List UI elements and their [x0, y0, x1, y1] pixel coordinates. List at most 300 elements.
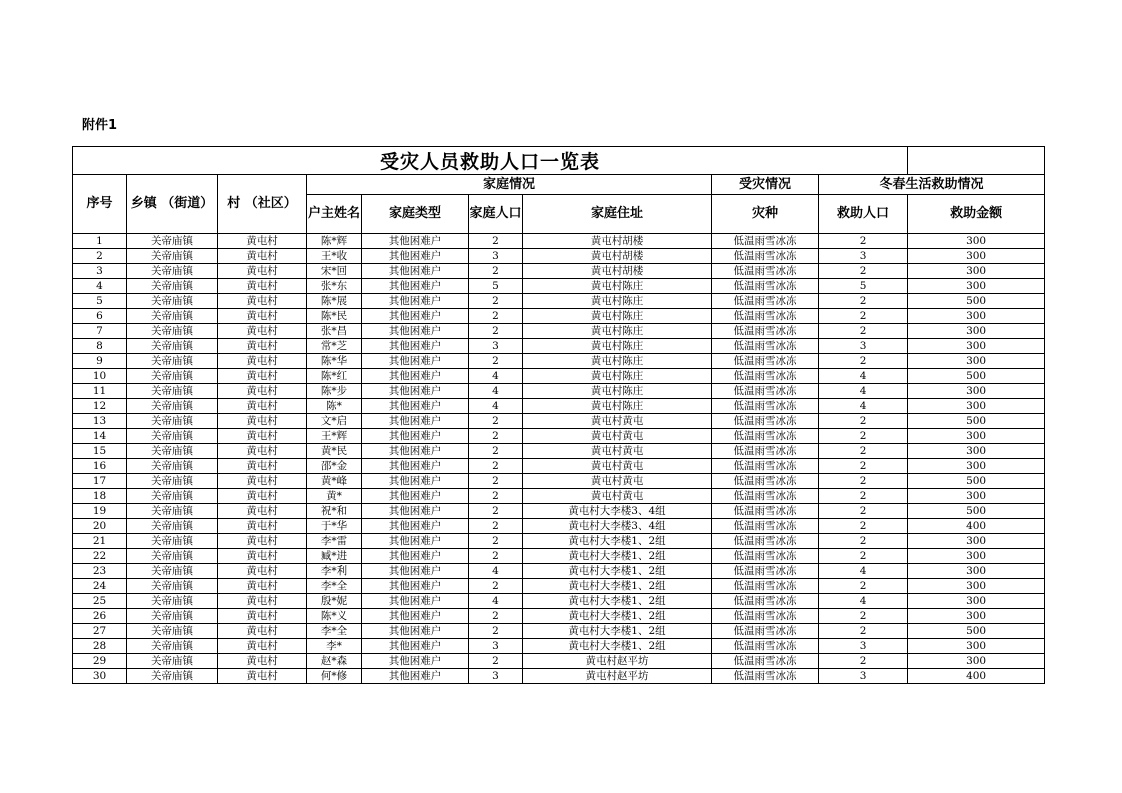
cell-relief-amount: 300 — [908, 354, 1045, 369]
cell-family-size: 2 — [469, 444, 523, 459]
cell-family-type: 其他困难户 — [362, 534, 469, 549]
cell-village: 黄屯村 — [218, 669, 307, 684]
table-row — [73, 234, 1045, 249]
cell-disaster-type: 低温雨雪冰冻 — [712, 534, 819, 549]
cell-disaster-type: 低温雨雪冰冻 — [712, 249, 819, 264]
cell-town: 关帝庙镇 — [127, 414, 218, 429]
cell-seq: 11 — [73, 384, 127, 399]
table-row — [73, 459, 1045, 474]
cell-seq: 27 — [73, 624, 127, 639]
cell-village: 黄屯村 — [218, 564, 307, 579]
cell-address: 黄屯村胡楼 — [523, 264, 712, 279]
cell-family-size: 2 — [469, 294, 523, 309]
table-row — [73, 249, 1045, 264]
cell-family-type: 其他困难户 — [362, 429, 469, 444]
cell-family-size: 2 — [469, 504, 523, 519]
cell-head-name: 陈*红 — [307, 369, 362, 384]
cell-head-name: 陈*辉 — [307, 234, 362, 249]
cell-family-type: 其他困难户 — [362, 639, 469, 654]
cell-family-size: 2 — [469, 414, 523, 429]
cell-head-name: 臧*进 — [307, 549, 362, 564]
cell-family-type: 其他困难户 — [362, 399, 469, 414]
table-row — [73, 384, 1045, 399]
cell-head-name: 陈*展 — [307, 294, 362, 309]
cell-village: 黄屯村 — [218, 624, 307, 639]
cell-seq: 22 — [73, 549, 127, 564]
table-row — [73, 594, 1045, 609]
cell-relief-amount: 500 — [908, 504, 1045, 519]
cell-relief-amount: 400 — [908, 669, 1045, 684]
cell-relief-amount: 300 — [908, 279, 1045, 294]
cell-family-size: 2 — [469, 234, 523, 249]
cell-disaster-type: 低温雨雪冰冻 — [712, 324, 819, 339]
cell-town: 关帝庙镇 — [127, 504, 218, 519]
cell-town: 关帝庙镇 — [127, 249, 218, 264]
table-body — [73, 234, 1045, 684]
cell-address: 黄屯村赵平坊 — [523, 654, 712, 669]
cell-village: 黄屯村 — [218, 579, 307, 594]
cell-family-type: 其他困难户 — [362, 549, 469, 564]
cell-family-type: 其他困难户 — [362, 264, 469, 279]
cell-relief-people: 2 — [819, 654, 908, 669]
cell-relief-amount: 400 — [908, 519, 1045, 534]
cell-address: 黄屯村陈庄 — [523, 369, 712, 384]
cell-head-name: 李*全 — [307, 624, 362, 639]
header-relief-people: 救助人口 — [819, 195, 908, 234]
cell-relief-people: 3 — [819, 639, 908, 654]
cell-disaster-type: 低温雨雪冰冻 — [712, 414, 819, 429]
cell-seq: 10 — [73, 369, 127, 384]
cell-family-size: 2 — [469, 579, 523, 594]
cell-village: 黄屯村 — [218, 639, 307, 654]
cell-relief-people: 2 — [819, 309, 908, 324]
cell-family-type: 其他困难户 — [362, 459, 469, 474]
cell-seq: 28 — [73, 639, 127, 654]
cell-head-name: 陈*义 — [307, 609, 362, 624]
cell-head-name: 张*昌 — [307, 324, 362, 339]
header-head-name: 户主姓名 — [307, 195, 362, 234]
cell-family-size: 4 — [469, 594, 523, 609]
cell-address: 黄屯村大李楼1、2组 — [523, 609, 712, 624]
cell-disaster-type: 低温雨雪冰冻 — [712, 294, 819, 309]
cell-family-type: 其他困难户 — [362, 669, 469, 684]
cell-head-name: 陈*民 — [307, 309, 362, 324]
cell-address: 黄屯村黄屯 — [523, 474, 712, 489]
cell-relief-people: 2 — [819, 579, 908, 594]
cell-family-size: 2 — [469, 624, 523, 639]
cell-address: 黄屯村陈庄 — [523, 384, 712, 399]
cell-relief-amount: 300 — [908, 459, 1045, 474]
cell-relief-people: 4 — [819, 369, 908, 384]
cell-village: 黄屯村 — [218, 234, 307, 249]
cell-town: 关帝庙镇 — [127, 654, 218, 669]
cell-town: 关帝庙镇 — [127, 339, 218, 354]
cell-relief-amount: 300 — [908, 564, 1045, 579]
table-row — [73, 474, 1045, 489]
cell-family-size: 2 — [469, 459, 523, 474]
cell-address: 黄屯村陈庄 — [523, 339, 712, 354]
cell-head-name: 邵*金 — [307, 459, 362, 474]
cell-address: 黄屯村黄屯 — [523, 459, 712, 474]
cell-relief-people: 2 — [819, 459, 908, 474]
cell-address: 黄屯村大李楼1、2组 — [523, 534, 712, 549]
cell-family-size: 5 — [469, 279, 523, 294]
cell-seq: 16 — [73, 459, 127, 474]
cell-relief-amount: 300 — [908, 654, 1045, 669]
cell-seq: 20 — [73, 519, 127, 534]
table-title: 受灾人员救助人口一览表 — [380, 151, 601, 173]
cell-family-size: 4 — [469, 564, 523, 579]
cell-seq: 9 — [73, 354, 127, 369]
cell-village: 黄屯村 — [218, 519, 307, 534]
cell-address: 黄屯村陈庄 — [523, 309, 712, 324]
cell-disaster-type: 低温雨雪冰冻 — [712, 519, 819, 534]
cell-head-name: 赵*森 — [307, 654, 362, 669]
cell-disaster-type: 低温雨雪冰冻 — [712, 429, 819, 444]
cell-family-type: 其他困难户 — [362, 489, 469, 504]
cell-seq: 18 — [73, 489, 127, 504]
cell-relief-people: 2 — [819, 489, 908, 504]
cell-relief-people: 2 — [819, 429, 908, 444]
relief-table — [72, 146, 1045, 684]
table-row — [73, 579, 1045, 594]
cell-disaster-type: 低温雨雪冰冻 — [712, 639, 819, 654]
cell-head-name: 祝*和 — [307, 504, 362, 519]
cell-relief-people: 2 — [819, 504, 908, 519]
cell-relief-amount: 300 — [908, 609, 1045, 624]
cell-head-name: 王*辉 — [307, 429, 362, 444]
cell-disaster-type: 低温雨雪冰冻 — [712, 339, 819, 354]
header-family-type: 家庭类型 — [362, 195, 469, 234]
cell-village: 黄屯村 — [218, 444, 307, 459]
cell-address: 黄屯村大李楼1、2组 — [523, 639, 712, 654]
cell-family-size: 3 — [469, 669, 523, 684]
cell-head-name: 何*修 — [307, 669, 362, 684]
cell-village: 黄屯村 — [218, 369, 307, 384]
cell-town: 关帝庙镇 — [127, 489, 218, 504]
cell-seq: 7 — [73, 324, 127, 339]
cell-address: 黄屯村大李楼3、4组 — [523, 519, 712, 534]
table-row — [73, 639, 1045, 654]
cell-town: 关帝庙镇 — [127, 279, 218, 294]
cell-family-type: 其他困难户 — [362, 624, 469, 639]
cell-relief-amount: 300 — [908, 339, 1045, 354]
header-disaster-group: 受灾情况 — [712, 175, 819, 195]
header-village: 村 （社区） — [218, 175, 307, 234]
cell-disaster-type: 低温雨雪冰冻 — [712, 399, 819, 414]
table-row — [73, 444, 1045, 459]
table-row — [73, 279, 1045, 294]
cell-address: 黄屯村黄屯 — [523, 414, 712, 429]
cell-relief-people: 2 — [819, 444, 908, 459]
cell-head-name: 殷*妮 — [307, 594, 362, 609]
cell-head-name: 黄*民 — [307, 444, 362, 459]
cell-relief-amount: 500 — [908, 369, 1045, 384]
cell-relief-people: 2 — [819, 324, 908, 339]
table-row — [73, 564, 1045, 579]
cell-village: 黄屯村 — [218, 279, 307, 294]
cell-town: 关帝庙镇 — [127, 294, 218, 309]
cell-relief-people: 2 — [819, 414, 908, 429]
cell-disaster-type: 低温雨雪冰冻 — [712, 444, 819, 459]
cell-head-name: 陈* — [307, 399, 362, 414]
cell-relief-people: 4 — [819, 399, 908, 414]
cell-relief-amount: 300 — [908, 264, 1045, 279]
cell-village: 黄屯村 — [218, 264, 307, 279]
cell-family-type: 其他困难户 — [362, 474, 469, 489]
cell-town: 关帝庙镇 — [127, 624, 218, 639]
cell-seq: 25 — [73, 594, 127, 609]
cell-village: 黄屯村 — [218, 654, 307, 669]
cell-town: 关帝庙镇 — [127, 384, 218, 399]
header-relief-group: 冬春生活救助情况 — [819, 175, 1045, 195]
header-town: 乡镇 （街道） — [127, 175, 218, 234]
cell-family-size: 2 — [469, 609, 523, 624]
cell-village: 黄屯村 — [218, 384, 307, 399]
cell-head-name: 陈*步 — [307, 384, 362, 399]
table-row — [73, 489, 1045, 504]
cell-family-type: 其他困难户 — [362, 594, 469, 609]
cell-address: 黄屯村大李楼1、2组 — [523, 549, 712, 564]
cell-relief-people: 4 — [819, 564, 908, 579]
cell-family-type: 其他困难户 — [362, 414, 469, 429]
table-row — [73, 354, 1045, 369]
cell-village: 黄屯村 — [218, 534, 307, 549]
cell-relief-amount: 300 — [908, 489, 1045, 504]
cell-seq: 17 — [73, 474, 127, 489]
cell-seq: 6 — [73, 309, 127, 324]
cell-village: 黄屯村 — [218, 324, 307, 339]
cell-family-size: 4 — [469, 399, 523, 414]
cell-seq: 5 — [73, 294, 127, 309]
cell-relief-people: 4 — [819, 384, 908, 399]
cell-seq: 2 — [73, 249, 127, 264]
table-title-cell — [73, 147, 908, 175]
cell-disaster-type: 低温雨雪冰冻 — [712, 654, 819, 669]
cell-relief-amount: 300 — [908, 234, 1045, 249]
table-row — [73, 429, 1045, 444]
cell-village: 黄屯村 — [218, 504, 307, 519]
cell-family-type: 其他困难户 — [362, 354, 469, 369]
cell-family-size: 3 — [469, 339, 523, 354]
cell-village: 黄屯村 — [218, 594, 307, 609]
cell-village: 黄屯村 — [218, 474, 307, 489]
cell-village: 黄屯村 — [218, 294, 307, 309]
table-row — [73, 504, 1045, 519]
cell-family-size: 2 — [469, 354, 523, 369]
cell-seq: 14 — [73, 429, 127, 444]
cell-address: 黄屯村陈庄 — [523, 279, 712, 294]
cell-address: 黄屯村陈庄 — [523, 324, 712, 339]
cell-relief-amount: 300 — [908, 429, 1045, 444]
cell-disaster-type: 低温雨雪冰冻 — [712, 309, 819, 324]
cell-address: 黄屯村胡楼 — [523, 249, 712, 264]
cell-family-type: 其他困难户 — [362, 249, 469, 264]
cell-relief-people: 3 — [819, 249, 908, 264]
cell-relief-amount: 300 — [908, 399, 1045, 414]
cell-seq: 12 — [73, 399, 127, 414]
cell-head-name: 黄* — [307, 489, 362, 504]
cell-family-size: 3 — [469, 639, 523, 654]
cell-town: 关帝庙镇 — [127, 609, 218, 624]
table-row — [73, 654, 1045, 669]
cell-head-name: 宋*回 — [307, 264, 362, 279]
cell-seq: 3 — [73, 264, 127, 279]
cell-relief-people: 2 — [819, 294, 908, 309]
cell-disaster-type: 低温雨雪冰冻 — [712, 549, 819, 564]
cell-family-size: 2 — [469, 489, 523, 504]
cell-seq: 15 — [73, 444, 127, 459]
table-row — [73, 309, 1045, 324]
cell-family-type: 其他困难户 — [362, 369, 469, 384]
cell-family-size: 2 — [469, 519, 523, 534]
cell-town: 关帝庙镇 — [127, 444, 218, 459]
cell-family-type: 其他困难户 — [362, 579, 469, 594]
cell-head-name: 李*雷 — [307, 534, 362, 549]
cell-town: 关帝庙镇 — [127, 594, 218, 609]
cell-address: 黄屯村陈庄 — [523, 294, 712, 309]
cell-address: 黄屯村黄屯 — [523, 489, 712, 504]
cell-family-size: 2 — [469, 324, 523, 339]
cell-family-type: 其他困难户 — [362, 654, 469, 669]
cell-address: 黄屯村胡楼 — [523, 234, 712, 249]
cell-family-size: 4 — [469, 369, 523, 384]
cell-relief-people: 3 — [819, 339, 908, 354]
cell-relief-people: 5 — [819, 279, 908, 294]
table-row — [73, 324, 1045, 339]
table-row — [73, 369, 1045, 384]
cell-town: 关帝庙镇 — [127, 264, 218, 279]
attachment-label: 附件1 — [82, 118, 118, 133]
cell-village: 黄屯村 — [218, 309, 307, 324]
cell-seq: 21 — [73, 534, 127, 549]
cell-family-type: 其他困难户 — [362, 564, 469, 579]
cell-seq: 24 — [73, 579, 127, 594]
cell-disaster-type: 低温雨雪冰冻 — [712, 609, 819, 624]
cell-relief-amount: 300 — [908, 579, 1045, 594]
cell-address: 黄屯村大李楼1、2组 — [523, 624, 712, 639]
cell-family-type: 其他困难户 — [362, 609, 469, 624]
cell-disaster-type: 低温雨雪冰冻 — [712, 624, 819, 639]
cell-head-name: 文*启 — [307, 414, 362, 429]
cell-relief-people: 2 — [819, 534, 908, 549]
cell-disaster-type: 低温雨雪冰冻 — [712, 474, 819, 489]
cell-address: 黄屯村赵平坊 — [523, 669, 712, 684]
cell-village: 黄屯村 — [218, 489, 307, 504]
cell-family-size: 2 — [469, 264, 523, 279]
cell-seq: 19 — [73, 504, 127, 519]
cell-disaster-type: 低温雨雪冰冻 — [712, 594, 819, 609]
table-row — [73, 624, 1045, 639]
cell-head-name: 王*收 — [307, 249, 362, 264]
table-row — [73, 339, 1045, 354]
cell-head-name: 张*东 — [307, 279, 362, 294]
cell-relief-people: 2 — [819, 519, 908, 534]
header-disaster-type: 灾种 — [712, 195, 819, 234]
cell-disaster-type: 低温雨雪冰冻 — [712, 564, 819, 579]
cell-family-size: 2 — [469, 534, 523, 549]
cell-disaster-type: 低温雨雪冰冻 — [712, 369, 819, 384]
cell-relief-amount: 300 — [908, 639, 1045, 654]
cell-town: 关帝庙镇 — [127, 459, 218, 474]
cell-town: 关帝庙镇 — [127, 564, 218, 579]
cell-village: 黄屯村 — [218, 429, 307, 444]
cell-family-type: 其他困难户 — [362, 324, 469, 339]
cell-town: 关帝庙镇 — [127, 399, 218, 414]
table-row — [73, 549, 1045, 564]
cell-address: 黄屯村黄屯 — [523, 429, 712, 444]
cell-village: 黄屯村 — [218, 609, 307, 624]
table-row — [73, 399, 1045, 414]
cell-relief-people: 4 — [819, 594, 908, 609]
cell-relief-people: 2 — [819, 549, 908, 564]
cell-town: 关帝庙镇 — [127, 429, 218, 444]
cell-town: 关帝庙镇 — [127, 639, 218, 654]
cell-address: 黄屯村大李楼1、2组 — [523, 564, 712, 579]
table-row — [73, 264, 1045, 279]
cell-town: 关帝庙镇 — [127, 369, 218, 384]
cell-seq: 30 — [73, 669, 127, 684]
cell-town: 关帝庙镇 — [127, 579, 218, 594]
cell-address: 黄屯村黄屯 — [523, 444, 712, 459]
cell-family-type: 其他困难户 — [362, 444, 469, 459]
cell-relief-amount: 500 — [908, 294, 1045, 309]
cell-relief-amount: 300 — [908, 324, 1045, 339]
cell-family-type: 其他困难户 — [362, 294, 469, 309]
cell-disaster-type: 低温雨雪冰冻 — [712, 669, 819, 684]
cell-address: 黄屯村陈庄 — [523, 354, 712, 369]
cell-village: 黄屯村 — [218, 339, 307, 354]
header-seq: 序号 — [73, 175, 127, 234]
cell-relief-amount: 500 — [908, 414, 1045, 429]
cell-relief-people: 2 — [819, 624, 908, 639]
cell-relief-amount: 300 — [908, 384, 1045, 399]
cell-address: 黄屯村大李楼3、4组 — [523, 504, 712, 519]
cell-seq: 26 — [73, 609, 127, 624]
cell-seq: 1 — [73, 234, 127, 249]
cell-relief-people: 2 — [819, 354, 908, 369]
cell-town: 关帝庙镇 — [127, 534, 218, 549]
cell-head-name: 于*华 — [307, 519, 362, 534]
cell-family-size: 2 — [469, 549, 523, 564]
cell-family-type: 其他困难户 — [362, 234, 469, 249]
table-row — [73, 519, 1045, 534]
cell-disaster-type: 低温雨雪冰冻 — [712, 234, 819, 249]
cell-town: 关帝庙镇 — [127, 519, 218, 534]
cell-family-size: 2 — [469, 429, 523, 444]
cell-relief-people: 2 — [819, 474, 908, 489]
cell-seq: 29 — [73, 654, 127, 669]
cell-disaster-type: 低温雨雪冰冻 — [712, 459, 819, 474]
cell-village: 黄屯村 — [218, 249, 307, 264]
cell-seq: 13 — [73, 414, 127, 429]
cell-town: 关帝庙镇 — [127, 309, 218, 324]
cell-town: 关帝庙镇 — [127, 669, 218, 684]
table-row — [73, 669, 1045, 684]
cell-relief-people: 3 — [819, 669, 908, 684]
cell-village: 黄屯村 — [218, 414, 307, 429]
cell-head-name: 常*芝 — [307, 339, 362, 354]
title-empty-cell — [908, 147, 1045, 175]
cell-relief-amount: 500 — [908, 624, 1045, 639]
cell-family-size: 2 — [469, 474, 523, 489]
cell-seq: 23 — [73, 564, 127, 579]
table-row — [73, 294, 1045, 309]
cell-family-size: 2 — [469, 309, 523, 324]
cell-head-name: 李*利 — [307, 564, 362, 579]
cell-seq: 8 — [73, 339, 127, 354]
cell-relief-amount: 300 — [908, 594, 1045, 609]
